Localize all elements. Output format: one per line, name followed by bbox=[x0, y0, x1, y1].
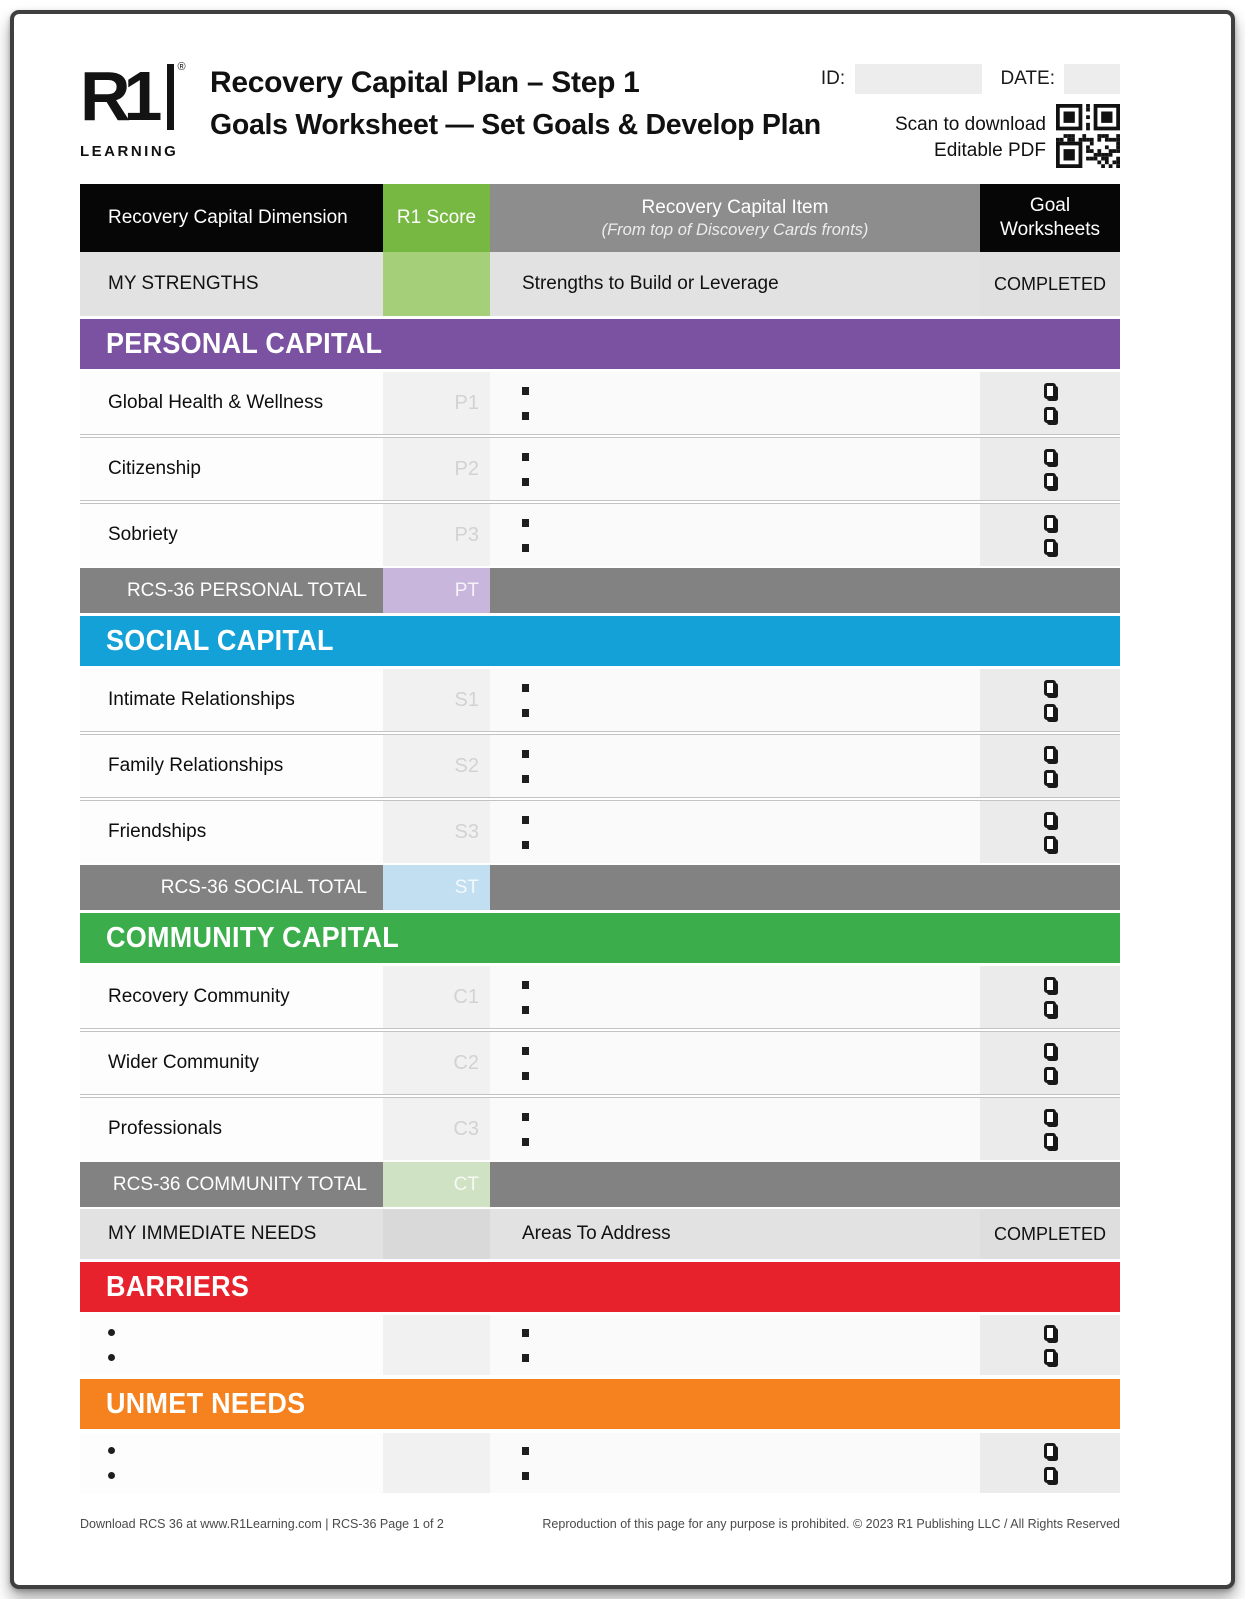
write-line[interactable] bbox=[522, 680, 942, 696]
square-bullet-icon bbox=[522, 1006, 529, 1014]
section-banner-community bbox=[80, 913, 1120, 963]
r1-logo-bar-icon bbox=[167, 64, 174, 130]
write-line[interactable] bbox=[522, 540, 942, 556]
footer-right: Reproduction of this page for any purpose is prohibited. © 2023 R1 Publishing LLC / All Rights Reserved bbox=[542, 1517, 1120, 1531]
square-bullet-icon bbox=[522, 1047, 529, 1055]
square-bullet-icon bbox=[522, 1472, 529, 1480]
round-bullet-icon bbox=[108, 1329, 115, 1336]
square-bullet-icon bbox=[522, 684, 529, 692]
item-cell bbox=[490, 504, 980, 566]
checkbox-icon[interactable] bbox=[1044, 539, 1056, 555]
dimension-row bbox=[80, 966, 1120, 1028]
section-title: PERSONAL CAPITAL bbox=[106, 327, 383, 360]
page-header bbox=[80, 14, 1120, 184]
needs-completed-label: COMPLETED bbox=[980, 1209, 1120, 1259]
page-footer bbox=[80, 1517, 1120, 1531]
checkbox-icon[interactable] bbox=[1044, 1349, 1056, 1365]
write-line[interactable] bbox=[522, 705, 942, 721]
checkbox-icon[interactable] bbox=[1044, 1001, 1056, 1017]
square-bullet-icon bbox=[522, 1354, 529, 1362]
footer-left: Download RCS 36 at www.R1Learning.com | RCS-36 Page 1 of 2 bbox=[80, 1517, 444, 1531]
write-line[interactable] bbox=[522, 474, 942, 490]
score-code: C1 bbox=[453, 985, 479, 1008]
total-row-community bbox=[80, 1162, 1120, 1207]
goal-worksheets-cell bbox=[980, 1032, 1120, 1094]
dimension-label: Wider Community bbox=[80, 1032, 383, 1094]
page-subtitle: Goals Worksheet — Set Goals & Develop Plan bbox=[210, 109, 821, 141]
dimension-row bbox=[80, 372, 1120, 434]
item-cell bbox=[490, 1032, 980, 1094]
barriers-write-cell bbox=[80, 1315, 383, 1375]
dimension-label: Intimate Relationships bbox=[80, 669, 383, 731]
write-line[interactable] bbox=[522, 1350, 942, 1366]
dimension-label: Friendships bbox=[80, 801, 383, 863]
r1-logo-learning: LEARNING bbox=[80, 143, 179, 160]
immediate-needs-row bbox=[80, 1209, 1120, 1259]
r1-score-cell[interactable] bbox=[383, 504, 490, 566]
col-header-goal bbox=[980, 184, 1120, 252]
item-cell bbox=[490, 735, 980, 797]
section-title: UNMET NEEDS bbox=[106, 1387, 306, 1420]
total-filler bbox=[490, 568, 1120, 613]
goal-worksheets-cell bbox=[980, 1433, 1120, 1493]
dimension-label: Global Health & Wellness bbox=[80, 372, 383, 434]
square-bullet-icon bbox=[522, 1329, 529, 1337]
round-bullet-icon bbox=[108, 1354, 115, 1361]
dimension-row bbox=[80, 801, 1120, 863]
score-code: S1 bbox=[454, 688, 479, 711]
dimension-label: Sobriety bbox=[80, 504, 383, 566]
unmet-write-cell bbox=[80, 1433, 383, 1493]
square-bullet-icon bbox=[522, 816, 529, 824]
total-filler bbox=[490, 1162, 1120, 1207]
id-field[interactable] bbox=[855, 64, 982, 94]
section-title: BARRIERS bbox=[106, 1270, 250, 1303]
r1-score-cell[interactable] bbox=[383, 801, 490, 863]
id-label: ID: bbox=[820, 68, 846, 89]
total-label: RCS-36 PERSONAL TOTAL bbox=[126, 579, 367, 601]
square-bullet-icon bbox=[522, 478, 529, 486]
r1-score-cell[interactable] bbox=[383, 1098, 490, 1160]
square-bullet-icon bbox=[522, 775, 529, 783]
dimension-row bbox=[80, 669, 1120, 731]
col-header-item bbox=[490, 184, 980, 252]
dimension-label: Recovery Community bbox=[80, 966, 383, 1028]
checkbox-icon[interactable] bbox=[1044, 1067, 1056, 1083]
qr-code bbox=[1056, 104, 1120, 168]
item-cell bbox=[490, 1315, 980, 1375]
score-spacer-cell bbox=[383, 1433, 490, 1493]
checkbox-icon[interactable] bbox=[1044, 770, 1056, 786]
checkbox-icon[interactable] bbox=[1044, 383, 1056, 399]
write-line[interactable] bbox=[522, 408, 942, 424]
date-field[interactable] bbox=[1064, 64, 1120, 94]
goal-worksheets-cell bbox=[980, 372, 1120, 434]
col-header-score: R1 Score bbox=[383, 184, 490, 252]
strengths-score-cell[interactable] bbox=[383, 252, 490, 316]
date-label: DATE: bbox=[1000, 68, 1055, 89]
goal-worksheets-cell bbox=[980, 966, 1120, 1028]
write-line[interactable] bbox=[522, 1468, 942, 1484]
scan-caption-line2: Editable PDF bbox=[934, 139, 1046, 161]
square-bullet-icon bbox=[522, 453, 529, 461]
section-banner-social bbox=[80, 616, 1120, 666]
checkbox-icon[interactable] bbox=[1044, 1133, 1056, 1149]
write-line[interactable] bbox=[522, 1325, 942, 1341]
total-code: PT bbox=[454, 579, 479, 601]
item-cell bbox=[490, 801, 980, 863]
score-code: P1 bbox=[454, 391, 479, 414]
barriers-row bbox=[80, 1315, 1120, 1375]
checkbox-icon[interactable] bbox=[1044, 812, 1056, 828]
total-score-cell[interactable] bbox=[383, 1162, 490, 1207]
square-bullet-icon bbox=[522, 709, 529, 717]
worksheet-page bbox=[10, 10, 1235, 1589]
col-header-goal-line1: Goal bbox=[1029, 195, 1071, 217]
write-line[interactable] bbox=[522, 1043, 942, 1059]
needs-label: MY IMMEDIATE NEEDS bbox=[108, 1223, 317, 1244]
r1-logo bbox=[80, 57, 202, 184]
write-line[interactable] bbox=[522, 383, 942, 399]
checkbox-icon[interactable] bbox=[1044, 1325, 1056, 1341]
checkbox-icon[interactable] bbox=[1044, 704, 1056, 720]
section-title: COMMUNITY CAPITAL bbox=[106, 921, 399, 954]
score-code: S3 bbox=[454, 820, 479, 843]
section-banner-unmet bbox=[80, 1379, 1120, 1429]
checkbox-icon[interactable] bbox=[1044, 1443, 1056, 1459]
score-code: P2 bbox=[454, 457, 479, 480]
checkbox-icon[interactable] bbox=[1044, 836, 1056, 852]
write-line[interactable] bbox=[522, 837, 942, 853]
goal-worksheets-cell bbox=[980, 669, 1120, 731]
dimension-label: Professionals bbox=[80, 1098, 383, 1160]
square-bullet-icon bbox=[522, 412, 529, 420]
write-line[interactable] bbox=[522, 515, 942, 531]
goal-worksheets-cell bbox=[980, 504, 1120, 566]
checkbox-icon[interactable] bbox=[1044, 449, 1056, 465]
goal-worksheets-cell bbox=[980, 1315, 1120, 1375]
checkbox-icon[interactable] bbox=[1044, 1109, 1056, 1125]
title-block bbox=[210, 60, 821, 184]
round-bullet-icon bbox=[108, 1447, 115, 1454]
r1-score-cell[interactable] bbox=[383, 438, 490, 500]
checkbox-icon[interactable] bbox=[1044, 407, 1056, 423]
total-row-personal bbox=[80, 568, 1120, 613]
scan-caption-line1: Scan to download bbox=[894, 114, 1046, 135]
score-code: P3 bbox=[454, 523, 479, 546]
strengths-item-label: Strengths to Build or Leverage bbox=[522, 273, 779, 294]
item-cell bbox=[490, 966, 980, 1028]
col-header-dimension: Recovery Capital Dimension bbox=[80, 184, 383, 252]
total-filler bbox=[490, 865, 1120, 910]
write-line[interactable] bbox=[522, 1068, 942, 1084]
square-bullet-icon bbox=[522, 750, 529, 758]
r1-score-cell[interactable] bbox=[383, 669, 490, 731]
total-code: CT bbox=[453, 1173, 479, 1195]
checkbox-icon[interactable] bbox=[1044, 680, 1056, 696]
dimension-row bbox=[80, 504, 1120, 566]
needs-score-cell bbox=[383, 1209, 490, 1259]
registered-mark: ® bbox=[177, 61, 186, 73]
goal-worksheets-cell bbox=[980, 735, 1120, 797]
scan-caption bbox=[895, 112, 1046, 163]
score-code: S2 bbox=[454, 754, 479, 777]
round-bullet-icon bbox=[108, 1472, 115, 1479]
unmet-needs-row bbox=[80, 1433, 1120, 1493]
dimension-label: Citizenship bbox=[80, 438, 383, 500]
write-line[interactable] bbox=[522, 1134, 942, 1150]
square-bullet-icon bbox=[522, 841, 529, 849]
table-header bbox=[80, 184, 1120, 252]
dimension-row bbox=[80, 1032, 1120, 1094]
item-cell bbox=[490, 372, 980, 434]
square-bullet-icon bbox=[522, 544, 529, 552]
r1-score-cell[interactable] bbox=[383, 1032, 490, 1094]
goal-worksheets-cell bbox=[980, 438, 1120, 500]
item-cell bbox=[490, 438, 980, 500]
checkbox-icon[interactable] bbox=[1044, 473, 1056, 489]
col-header-item-sub: (From top of Discovery Cards fronts) bbox=[601, 220, 869, 239]
square-bullet-icon bbox=[522, 1138, 529, 1146]
write-line[interactable] bbox=[522, 771, 942, 787]
col-header-item-title: Recovery Capital Item bbox=[641, 196, 829, 218]
dimension-row bbox=[80, 1098, 1120, 1160]
dimension-label: Family Relationships bbox=[80, 735, 383, 797]
square-bullet-icon bbox=[522, 519, 529, 527]
strengths-label: MY STRENGTHS bbox=[108, 273, 259, 294]
write-line[interactable] bbox=[522, 1443, 942, 1459]
write-line[interactable] bbox=[522, 449, 942, 465]
total-score-cell[interactable] bbox=[383, 568, 490, 613]
goal-worksheets-cell bbox=[980, 1098, 1120, 1160]
r1-score-cell[interactable] bbox=[383, 735, 490, 797]
section-banner-barriers bbox=[80, 1262, 1120, 1312]
item-cell bbox=[490, 1098, 980, 1160]
section-banner-personal bbox=[80, 319, 1120, 369]
title-main: Recovery Capital Plan bbox=[210, 66, 519, 99]
square-bullet-icon bbox=[522, 1447, 529, 1455]
total-row-social bbox=[80, 865, 1120, 910]
header-meta bbox=[821, 60, 1120, 184]
col-header-goal-line2: Worksheets bbox=[1000, 219, 1100, 240]
total-label: RCS-36 SOCIAL TOTAL bbox=[160, 876, 367, 898]
checkbox-icon[interactable] bbox=[1044, 1043, 1056, 1059]
strengths-completed-label: COMPLETED bbox=[980, 252, 1120, 316]
write-line[interactable] bbox=[522, 746, 942, 762]
page-title bbox=[210, 66, 821, 100]
title-step: – Step 1 bbox=[526, 66, 640, 99]
dimension-row bbox=[80, 735, 1120, 797]
total-label: RCS-36 COMMUNITY TOTAL bbox=[112, 1173, 367, 1195]
item-cell bbox=[490, 669, 980, 731]
score-code: C2 bbox=[453, 1051, 479, 1074]
needs-item-label: Areas To Address bbox=[522, 1223, 671, 1244]
item-cell bbox=[490, 1433, 980, 1493]
score-spacer-cell bbox=[383, 1315, 490, 1375]
total-score-cell[interactable] bbox=[383, 865, 490, 910]
score-code: C3 bbox=[453, 1117, 479, 1140]
write-line[interactable] bbox=[522, 1109, 942, 1125]
goal-worksheets-cell bbox=[980, 801, 1120, 863]
square-bullet-icon bbox=[522, 981, 529, 989]
checkbox-icon[interactable] bbox=[1044, 977, 1056, 993]
write-line[interactable] bbox=[522, 812, 942, 828]
section-title: SOCIAL CAPITAL bbox=[106, 624, 334, 657]
square-bullet-icon bbox=[522, 1113, 529, 1121]
checkbox-icon[interactable] bbox=[1044, 1467, 1056, 1483]
strengths-row bbox=[80, 252, 1120, 316]
square-bullet-icon bbox=[522, 387, 529, 395]
write-line[interactable] bbox=[522, 977, 942, 993]
r1-logo-text: R1 bbox=[80, 57, 156, 135]
write-line[interactable] bbox=[522, 1002, 942, 1018]
square-bullet-icon bbox=[522, 1072, 529, 1080]
checkbox-icon[interactable] bbox=[1044, 746, 1056, 762]
checkbox-icon[interactable] bbox=[1044, 515, 1056, 531]
total-code: ST bbox=[454, 876, 479, 898]
r1-score-cell[interactable] bbox=[383, 372, 490, 434]
dimension-row bbox=[80, 438, 1120, 500]
r1-score-cell[interactable] bbox=[383, 966, 490, 1028]
